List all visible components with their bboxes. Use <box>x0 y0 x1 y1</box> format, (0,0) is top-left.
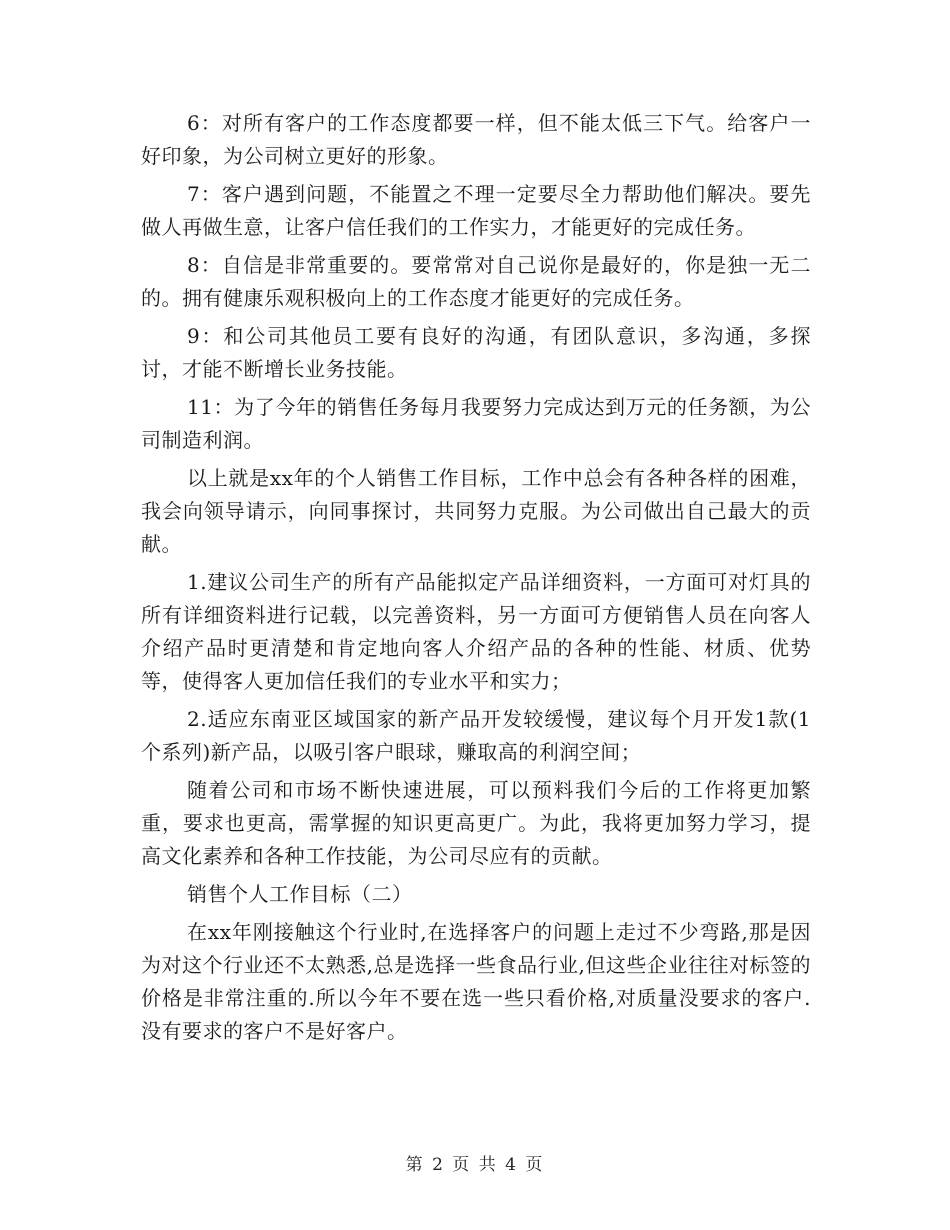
paragraph-outlook: 随着公司和市场不断快速进展，可以预料我们今后的工作将更加繁重，要求也更高，需掌握的知识更高更广。为此，我将更加努力学习，提高文化素养和各种工作技能，为公司尽应有的贡献。 <box>141 778 811 868</box>
paragraph-item-11: 11：为了今年的销售任务每月我要努力完成达到万元的任务额，为公司制造利润。 <box>141 395 811 452</box>
paragraph-item-7: 7：客户遇到问题，不能置之不理一定要尽全力帮助他们解决。要先做人再做生意，让客户信任我们的工作实力，才能更好的完成任务。 <box>141 182 811 239</box>
paragraph-suggestion-1: 1.建议公司生产的所有产品能拟定产品详细资料，一方面可对灯具的所有详细资料进行记载，以完善资料，另一方面可方便销售人员在向客人介绍产品时更清楚和肯定地向客人介绍产品的各种的性能、材质、优势等，使得客人更加信任我们的专业水平和实力； <box>141 570 811 693</box>
section-heading: 销售个人工作目标（二） <box>187 882 413 906</box>
paragraph-item-6: 6：对所有客户的工作态度都要一样，但不能太低三下气。给客户一好印象，为公司树立更好的形象。 <box>141 111 811 168</box>
paragraph-summary: 以上就是xx年的个人销售工作目标，工作中总会有各种各样的困难，我会向领导请示，向同事探讨，共同努力克服。为公司做出自己最大的贡献。 <box>141 466 811 556</box>
paragraph-suggestion-2: 2.适应东南亚区域国家的新产品开发较缓慢，建议每个月开发1款(1个系列)新产品，以吸引客户眼球，赚取高的利润空间； <box>141 707 811 764</box>
document-body <box>141 107 811 1048</box>
paragraph-item-8: 8：自信是非常重要的。要常常对自己说你是最好的，你是独一无二的。拥有健康乐观积极向上的工作态度才能更好的完成任务。 <box>141 253 811 310</box>
paragraph-section-two: 在xx年刚接触这个行业时,在选择客户的问题上走过不少弯路,那是因为对这个行业还不太熟悉,总是选择一些食品行业,但这些企业往往对标签的价格是非常注重的.所以今年不要在选一些只看价格,对质量没要求的客户.没有要求的客户不是好客户。 <box>141 920 811 1043</box>
paragraph-item-9: 9：和公司其他员工要有良好的沟通，有团队意识，多沟通，多探讨，才能不断增长业务技能。 <box>141 324 811 381</box>
page-number-footer: 第 2 页 共 4 页 <box>405 1155 545 1175</box>
